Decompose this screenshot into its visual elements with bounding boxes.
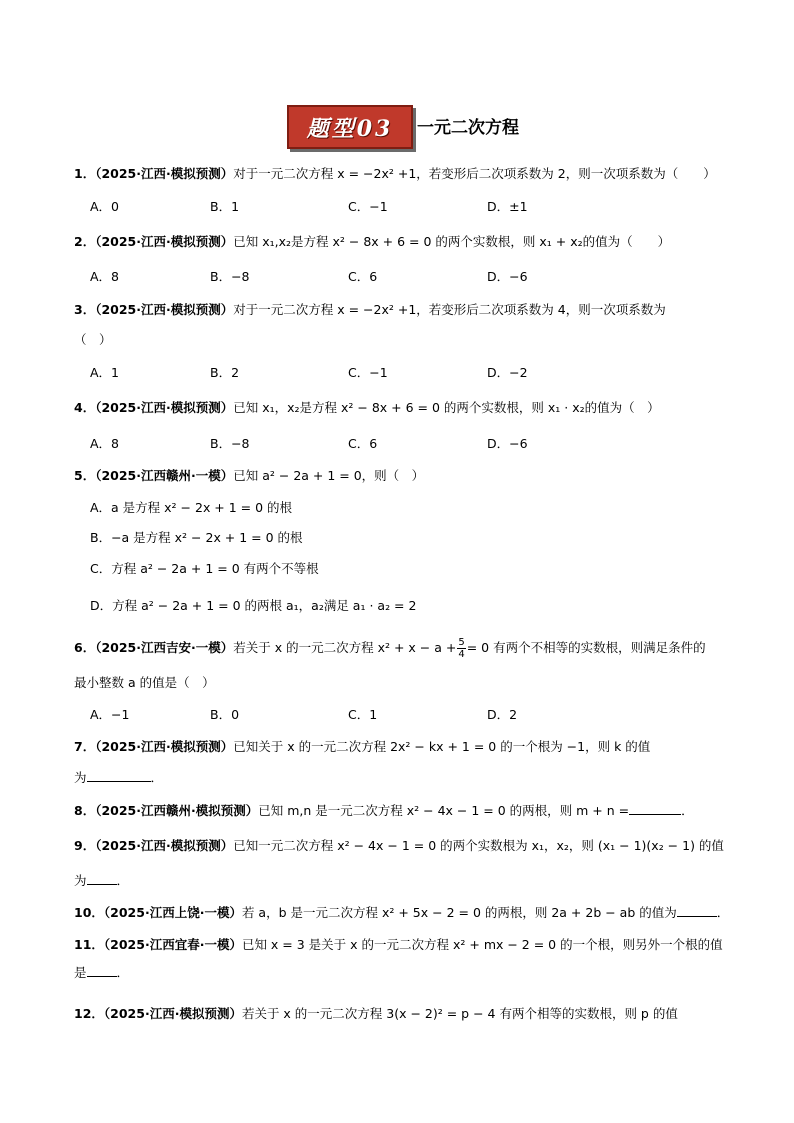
section-title: 一元二次方程 (417, 118, 519, 138)
fraction-numerator: 5 (458, 637, 465, 648)
question-source: （2025·江西吉安·一模） (95, 640, 234, 655)
option-c: C．方程 a² − 2a + 1 = 0 有两个不等根 (90, 561, 319, 576)
question-text: 已知 x₁，x₂是方程 x² − 8x + 6 = 0 的两个实数根，则 x₁ · x₂的值为（ ） (233, 400, 660, 415)
question-number: 9． (74, 838, 96, 853)
question-number: 7． (74, 739, 96, 754)
question-text: 若 a，b 是一元二次方程 x² + 5x − 2 = 0 的两根，则 2a + 2b − ab 的值为 (241, 905, 677, 920)
question-4 (74, 398, 660, 418)
option-a: A．8 (90, 269, 120, 284)
badge-label: 题型03 (306, 115, 394, 142)
question-source: （2025·江西·模拟预测） (95, 739, 234, 754)
question-source: （2025·江西·模拟预测） (95, 302, 234, 317)
question-11-continued (74, 963, 129, 983)
option-a: A．a 是方程 x² − 2x + 1 = 0 的根 (90, 500, 293, 515)
question-5 (74, 466, 424, 486)
question-text: 对于一元二次方程 x = −2x² +1，若变形后二次项系数为 2，则一次项系数为（ ） (233, 166, 716, 181)
option-b: B．1 (210, 199, 240, 214)
option-d: D．−6 (487, 269, 528, 284)
question-10 (74, 903, 729, 923)
question-number: 11． (74, 937, 104, 952)
answer-blank[interactable] (87, 769, 151, 782)
option-c: C．1 (348, 707, 378, 722)
option-b: B．−a 是方程 x² − 2x + 1 = 0 的根 (90, 530, 303, 545)
question-source: （2025·江西·模拟预测） (95, 838, 234, 853)
question-text: 对于一元二次方程 x = −2x² +1，若变形后二次项系数为 4，则一次项系数为 (233, 302, 666, 317)
question-3-continued: （ ） (74, 332, 112, 347)
question-text: 已知关于 x 的一元二次方程 2x² − kx + 1 = 0 的一个根为 −1，则 k 的值 (233, 739, 651, 754)
option-c: C．6 (348, 436, 378, 451)
question-text: 为 (74, 770, 87, 785)
question-text: 已知 x = 3 是关于 x 的一元二次方程 x² + mx − 2 = 0 的一个根，则另外一个根的值 (241, 937, 723, 952)
question-7-continued (74, 768, 163, 788)
option-d: D．−2 (487, 365, 528, 380)
fraction-denominator: 4 (458, 649, 465, 660)
option-b: B．−8 (210, 269, 250, 284)
option-d: D．2 (487, 707, 518, 722)
question-text-end: ． (716, 905, 730, 920)
question-source: （2025·江西赣州·模拟预测） (95, 803, 259, 818)
question-9 (74, 836, 724, 856)
question-7 (74, 737, 650, 757)
fraction (457, 637, 465, 660)
question-text-end: ． (681, 803, 694, 818)
question-text: 若关于 x 的一元二次方程 3(x − 2)² = p − 4 有两个相等的实数根，则 p 的值 (241, 1006, 678, 1021)
section-header (0, 105, 794, 151)
question-number: 6． (74, 640, 96, 655)
option-b: B．−8 (210, 436, 250, 451)
option-c: C．−1 (348, 199, 388, 214)
question-1 (74, 164, 716, 184)
question-number: 12． (74, 1006, 104, 1021)
question-text: 已知 a² − 2a + 1 = 0，则（ ） (233, 468, 425, 483)
question-text-end: ． (116, 965, 130, 980)
option-d: D．−6 (487, 436, 528, 451)
question-number: 1． (74, 166, 96, 181)
option-a: A．−1 (90, 707, 130, 722)
option-a: A．8 (90, 436, 120, 451)
question-text-end: ． (150, 770, 164, 785)
question-text: 已知 x₁,x₂是方程 x² − 8x + 6 = 0 的两个实数根，则 x₁ + x₂的值为（ ） (233, 234, 671, 249)
question-2 (74, 232, 670, 252)
answer-blank[interactable] (629, 802, 681, 815)
question-text-end: ． (116, 873, 130, 888)
question-6-continued: 最小整数 a 的值是（ ） (74, 675, 215, 690)
question-6 (74, 637, 706, 660)
question-source: （2025·江西赣州·一模） (95, 468, 234, 483)
question-3 (74, 300, 666, 320)
question-number: 4． (74, 400, 96, 415)
option-a: A．0 (90, 199, 120, 214)
option-c: C．−1 (348, 365, 388, 380)
question-number: 2． (74, 234, 96, 249)
option-c: C．6 (348, 269, 378, 284)
question-text: 是 (74, 965, 87, 980)
option-b: B．2 (210, 365, 240, 380)
question-11 (74, 935, 723, 955)
option-d: D．±1 (487, 199, 528, 214)
question-source: （2025·江西·模拟预测） (95, 400, 234, 415)
question-number: 10． (74, 905, 104, 920)
question-type-badge (287, 105, 413, 149)
question-text: 为 (74, 873, 87, 888)
question-number: 5． (74, 468, 96, 483)
question-source: （2025·江西·模拟预测） (103, 1006, 242, 1021)
option-b: B．0 (210, 707, 240, 722)
question-text: 已知一元二次方程 x² − 4x − 1 = 0 的两个实数根为 x₁，x₂，则 (x₁ − 1)(x₂ − 1) 的值 (233, 838, 724, 853)
question-9-continued (74, 871, 129, 891)
question-number: 3． (74, 302, 96, 317)
answer-blank[interactable] (87, 964, 117, 977)
question-text: 若关于 x 的一元二次方程 x² + x − a + (233, 640, 457, 655)
question-8 (74, 801, 694, 821)
question-text: 已知 m,n 是一元二次方程 x² − 4x − 1 = 0 的两根，则 m + n = (258, 803, 630, 818)
question-12 (74, 1004, 678, 1024)
question-source: （2025·江西·模拟预测） (95, 166, 234, 181)
question-source: （2025·江西上饶·一模） (103, 905, 242, 920)
option-a: A．1 (90, 365, 120, 380)
question-text-end: = 0 有两个不相等的实数根，则满足条件的 (466, 640, 706, 655)
option-d: D．方程 a² − 2a + 1 = 0 的两根 a₁，a₂满足 a₁ · a₂ = 2 (90, 598, 417, 613)
question-source: （2025·江西宜春·一模） (103, 937, 242, 952)
question-source: （2025·江西·模拟预测） (95, 234, 234, 249)
answer-blank[interactable] (87, 872, 117, 885)
question-number: 8． (74, 803, 96, 818)
answer-blank[interactable] (677, 904, 717, 917)
